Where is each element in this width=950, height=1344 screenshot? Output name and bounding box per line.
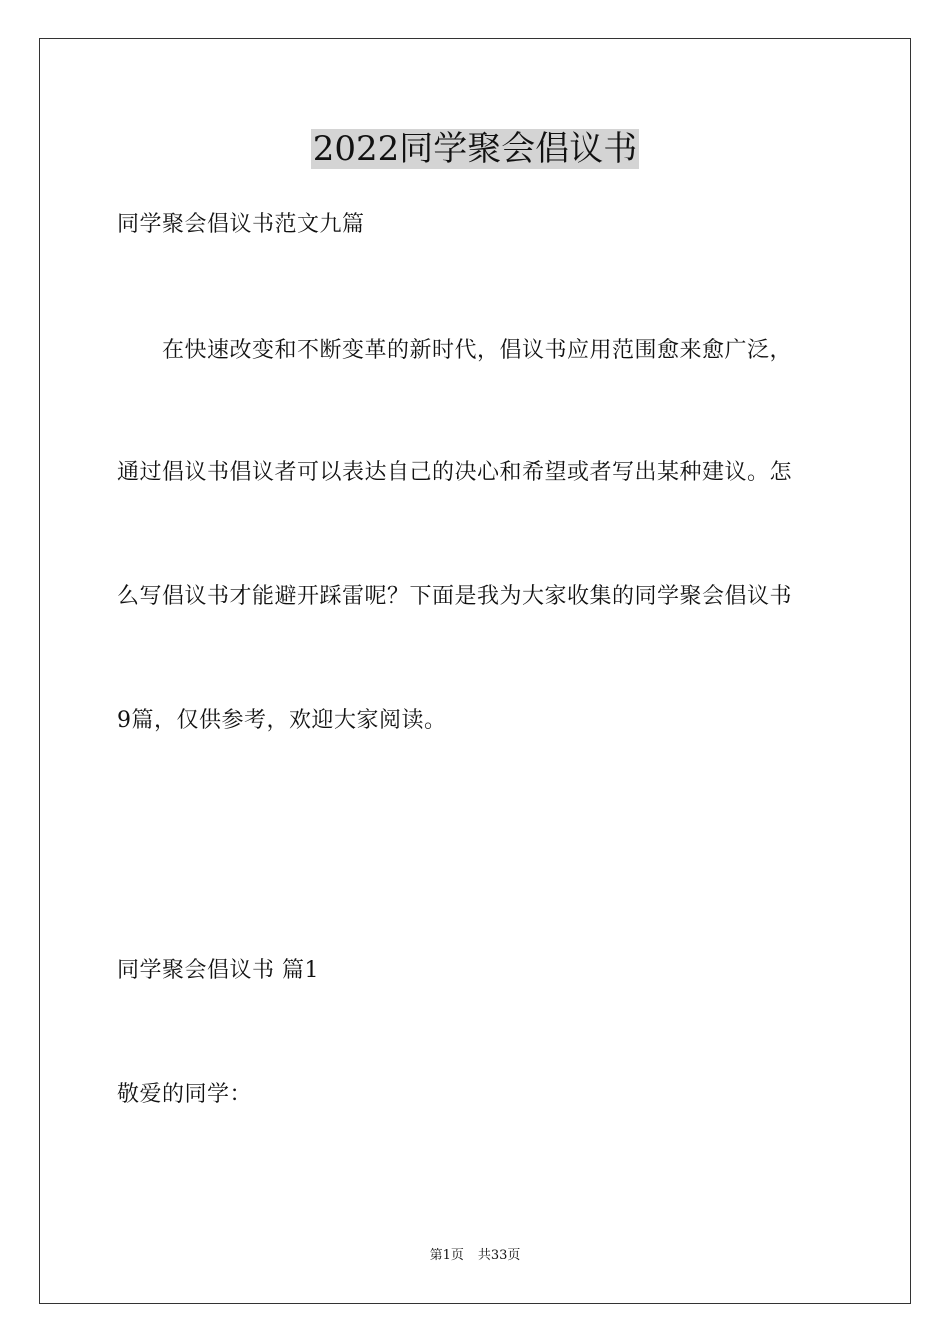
intro-line-4: 9篇，仅供参考，欢迎大家阅读。: [117, 708, 447, 733]
salutation: 敬爱的同学：: [117, 1082, 253, 1107]
page-total: 共33页: [477, 1248, 521, 1263]
intro-line-1: 在快速改变和不断变革的新时代，倡议书应用范围愈来愈广泛，: [117, 338, 793, 363]
intro-line-2: 通过倡议书倡议者可以表达自己的决心和希望或者写出某种建议。怎: [117, 460, 793, 485]
page-footer: [0, 1247, 950, 1265]
document-subtitle: 同学聚会倡议书范文九篇: [117, 212, 365, 237]
document-title-text: 2022同学聚会倡议书: [312, 129, 638, 169]
intro-line-3: 么写倡议书才能避开踩雷呢？下面是我为大家收集的同学聚会倡议书: [117, 584, 793, 609]
page-number: 第1页: [429, 1248, 464, 1263]
document-title: [0, 126, 950, 172]
section-heading: 同学聚会倡议书 篇1: [117, 958, 319, 983]
